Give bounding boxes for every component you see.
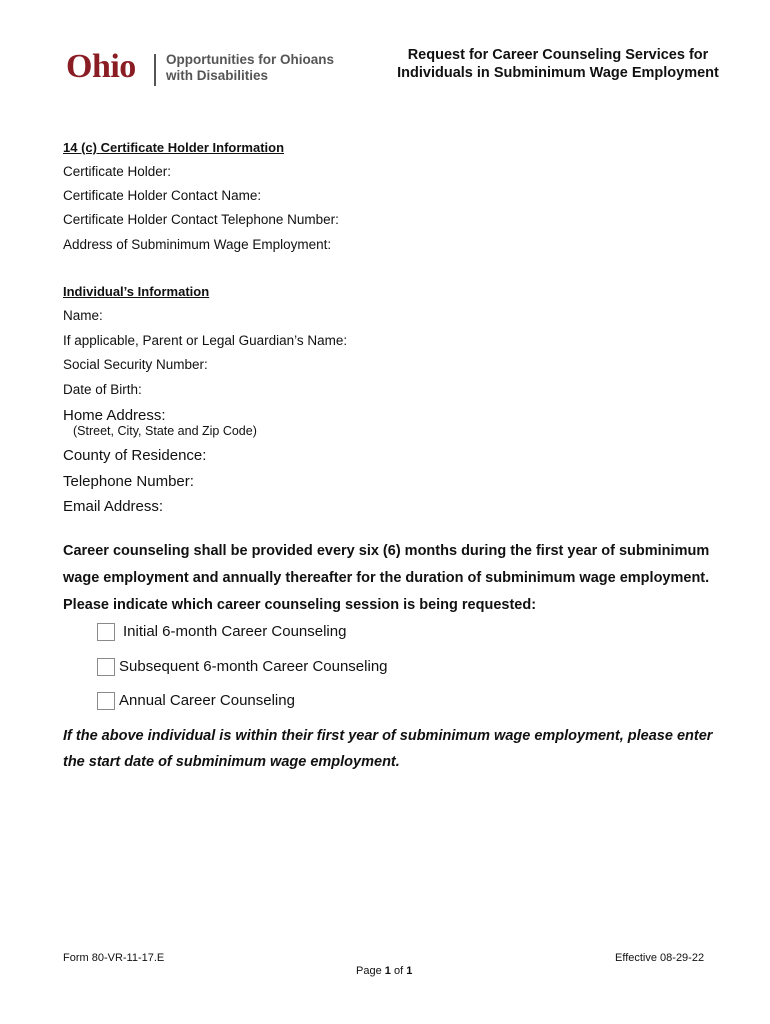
effective-date: Effective 08-29-22 — [615, 952, 705, 964]
individual-section-heading: Individual’s Information — [63, 284, 210, 299]
counseling-instructions — [63, 538, 753, 619]
subsequent-counseling-checkbox[interactable] — [97, 658, 115, 676]
counseling-line-3: Please indicate which career counseling session is being requested: — [63, 597, 537, 613]
logo-agency-name — [166, 52, 334, 84]
form-title-line-1: Request for Career Counseling Services for — [407, 47, 709, 63]
employment-address-field[interactable]: Address of Subminimum Wage Employment: — [63, 237, 332, 252]
guardian-name-field[interactable]: If applicable, Parent or Legal Guardian’s Name: — [63, 333, 348, 348]
email-field[interactable]: Email Address: — [63, 498, 164, 515]
annual-counseling-label[interactable]: Annual Career Counseling — [119, 692, 295, 709]
telephone-field[interactable]: Telephone Number: — [63, 473, 194, 490]
certificate-contact-name-field[interactable]: Certificate Holder Contact Name: — [63, 188, 262, 203]
subsequent-counseling-label[interactable]: Subsequent 6-month Career Counseling — [119, 658, 388, 675]
logo-line-1: Opportunities for Ohioans — [166, 52, 334, 67]
page-prefix: Page — [356, 965, 382, 977]
ssn-field[interactable]: Social Security Number: — [63, 357, 208, 372]
county-field[interactable]: County of Residence: — [63, 447, 207, 464]
certificate-holder-field[interactable]: Certificate Holder: — [63, 164, 172, 179]
start-date-note-line-2: the start date of subminimum wage employment. — [63, 754, 400, 770]
page-of: of — [393, 965, 404, 977]
individual-name-field[interactable]: Name: — [63, 308, 103, 323]
certificate-contact-phone-field[interactable]: Certificate Holder Contact Telephone Number: — [63, 212, 339, 227]
page-current: 1 — [384, 965, 391, 977]
annual-counseling-checkbox[interactable] — [97, 692, 115, 710]
start-date-note-line-1: If the above individual is within their first year of subminimum wage employment, please enter — [63, 728, 713, 744]
form-number: Form 80-VR-11-17.E — [63, 952, 165, 964]
logo-ohio-wordmark: Ohio — [66, 48, 136, 85]
form-title-line-2: Individuals in Subminimum Wage Employment — [397, 65, 719, 81]
initial-counseling-label[interactable]: Initial 6-month Career Counseling — [123, 623, 347, 640]
certificate-section-heading: 14 (c) Certificate Holder Information — [63, 140, 285, 155]
home-address-field[interactable]: Home Address: — [63, 407, 166, 424]
form-title — [388, 46, 728, 82]
counseling-line-1: Career counseling shall be provided every six (6) months during the first year of subminimum — [63, 543, 710, 559]
page-total: 1 — [406, 965, 413, 977]
home-address-hint: (Street, City, State and Zip Code) — [73, 424, 257, 438]
initial-counseling-checkbox[interactable] — [97, 623, 115, 641]
start-date-note — [63, 723, 753, 775]
page-number — [356, 965, 412, 977]
logo-line-2: with Disabilities — [166, 68, 269, 83]
logo-divider — [154, 54, 156, 86]
counseling-line-2: wage employment and annually thereafter for the duration of subminimum wage employment. — [63, 570, 710, 586]
date-of-birth-field[interactable]: Date of Birth: — [63, 382, 142, 397]
